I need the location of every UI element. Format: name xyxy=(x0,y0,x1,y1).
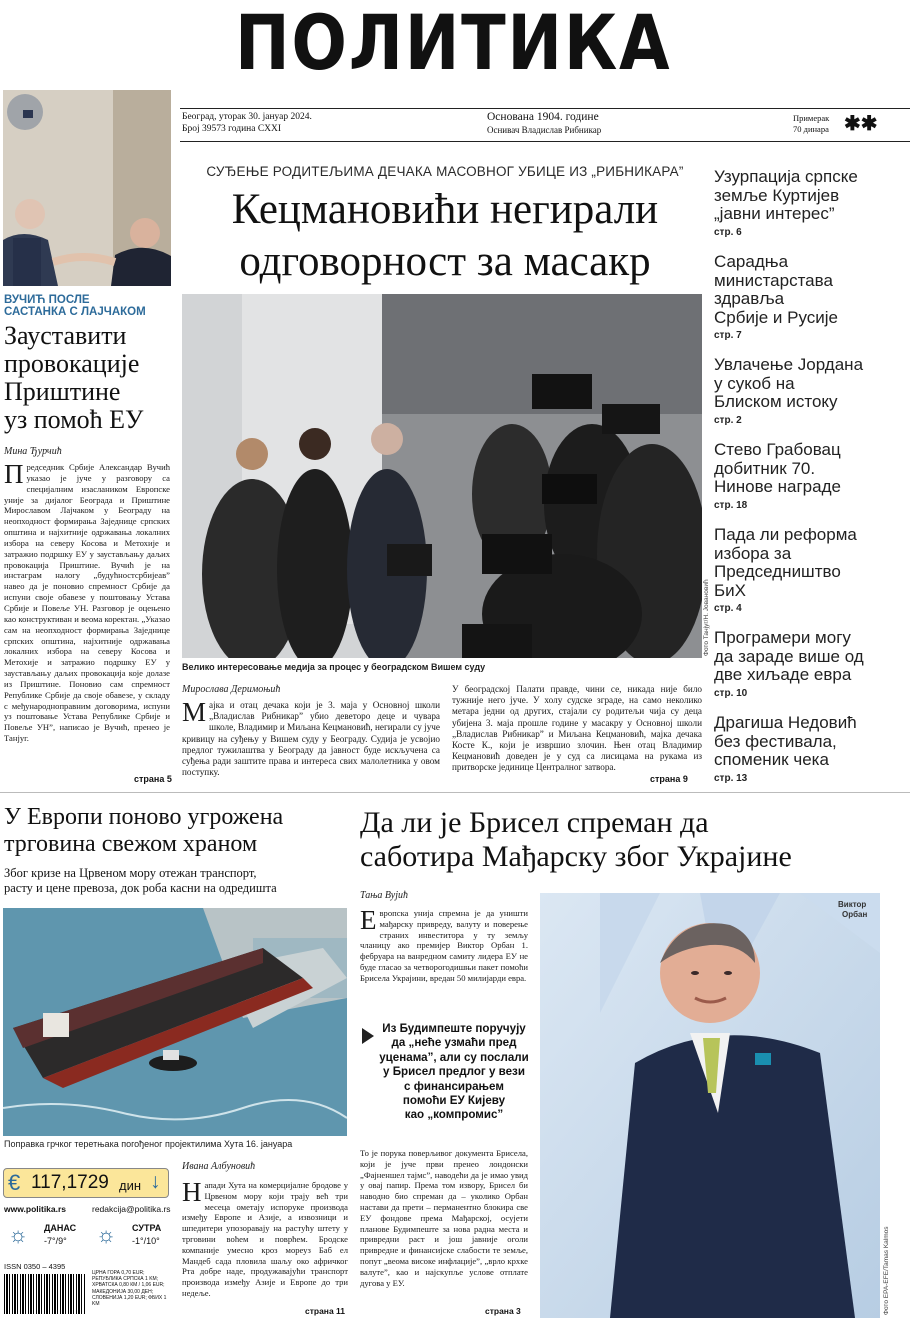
sidebar-item-title-2: земље Куртијев xyxy=(714,185,840,205)
europe-page-ref: страна 11 xyxy=(305,1306,346,1316)
lead-author: Мирослава Деримоњић xyxy=(182,684,281,695)
vucic-body-text: редседник Србије Александар Вучић указао је јуче у разговору са специјалним изаслаником Европске уније за дијалог Београда и Приштине Мирославом Лајчаком у Београду на неопходност формирања Заједнице српских општина и најхитније одржавања локалних избора на северу Косова и Метохије и затражио подршку ЕУ у заустављању даљих провокација Приштине. Вучић је на инстаграм налогу „будућностсрбијеав” навео да је поновио спремност Србије да испуни своје обавезе у поштовању Устава Србије и Повеље УН. Разговор је оцењено као конструктиван и веома коректан. „Указао сам на неопходност формирања Заједнице српских општина, најхитније одржавања локалних избора на северу Косова и Метохије и затражио подршку ЕУ у заустављању даљих провокација које долазе из Приштине. Поновио сам спремност Републике Србије да своје обавезе, у складу с међународноправним договорима, испуни уз поштовање Устава Републике Србије и Повеље УН”, написао је Вучић, пренео је Танјуг. xyxy=(4,462,170,744)
barcode xyxy=(4,1274,86,1314)
sidebar-item-title-3: здравља xyxy=(714,289,785,308)
header-copy-label: Примерак xyxy=(793,113,830,123)
sidebar-item-title-4: Србије и Русије xyxy=(714,307,839,327)
lead-column-2: У београдској Палати правде, чини се, никада није било тужније него јуче. У холу судске зграде, на само неколико метара једни од других, стајали су родитељи чија су деца убијена 3. маја прошле године у масакру у Основној школи „Владислав Рибникар” и Миљана Кецмановић, мајка дечака Косте К., који је извршио злочин. Њен отац Владимир Кецмановић доведен је у суд са лисицама на рукама из притворске јединице Централног затвора. xyxy=(452,684,702,773)
weather-tomorrow-label: СУТРА xyxy=(132,1223,162,1233)
foreign-prices: ЦРНА ГОРА 0,70 EUR; РЕПУБЛИКА СРПСКА 1 KM; ХРВАТСКА 0,80 КМ / 1,06 EUR; МАКЕДОНИЈА 30,00 ДЕН; СЛОВЕНИЈА 1,20 EUR; ФБИХ 1 KM xyxy=(92,1270,167,1308)
brussels-author: Тања Вујић xyxy=(360,890,409,901)
sidebar-item-title-1: Узурпација српске xyxy=(714,167,858,186)
brussels-headline-line1: Да ли је Брисел спреман да xyxy=(360,806,709,839)
vucic-author: Мина Ђурчић xyxy=(4,446,62,457)
pull-quote-line: с финансирањем xyxy=(404,1079,504,1093)
europe-author: Ивана Албуновић xyxy=(182,1161,256,1172)
europe-body xyxy=(182,1180,348,1312)
vucic-headline-line4: уз помоћ ЕУ xyxy=(4,405,144,434)
lead-dropcap: М xyxy=(182,700,207,727)
ship-photo-caption: Поправка грчког теретњака погођеног пројектилима Хута 16. јануара xyxy=(4,1139,293,1149)
weather-today-label: ДАНАС xyxy=(44,1223,77,1233)
courtroom-photo xyxy=(182,294,702,658)
issn-label: ISSN 0350 – 4395 xyxy=(4,1262,66,1271)
sidebar-item-title-2: без фестивала, xyxy=(714,731,837,751)
orban-illustration xyxy=(540,893,880,1318)
sidebar-item-title-2: да зараде више од xyxy=(714,646,864,666)
vucic-kicker-line1: ВУЧИЋ ПОСЛЕ xyxy=(4,294,90,306)
vucic-kicker-line2: САСТАНКА С ЛАЈЧАКОМ xyxy=(4,306,146,318)
sidebar-item-page: стр. 6 xyxy=(714,226,742,238)
website-link[interactable]: www.politika.rs xyxy=(4,1204,67,1214)
sidebar-item xyxy=(714,253,904,341)
brussels-headline-line2: саботира Мађарску због Украјине xyxy=(360,840,792,873)
europe-deck-line2: расту и цене превоза, док роба касни на одредишта xyxy=(4,881,277,895)
sidebar-item-title-4: БиХ xyxy=(714,580,746,600)
sidebar-item xyxy=(714,356,904,426)
europe-headline-line1: У Европи поново угрожена xyxy=(4,804,284,830)
sidebar-item xyxy=(714,441,904,511)
vucic-headline-line3: Приштине xyxy=(4,377,121,406)
pull-quote-text xyxy=(378,1022,530,1123)
sidebar-item-title-2: у сукоб на xyxy=(714,373,795,393)
header-date: Београд, уторак 30. јануар 2024. xyxy=(182,112,312,122)
pull-quote-line: као „компромис” xyxy=(404,1108,504,1122)
ship-illustration xyxy=(3,908,347,1136)
sidebar-item-title-1: Стево Грабовац xyxy=(714,440,841,459)
lead-headline-line1: Кецмановићи негирали xyxy=(231,186,659,233)
sidebar-item xyxy=(714,714,904,784)
europe-deck-line1: Због кризе на Црвеном мору отежан транспорт, xyxy=(4,866,257,880)
sidebar-item xyxy=(714,526,904,614)
europe-dropcap: Н xyxy=(182,1180,202,1207)
arrow-down-icon: ↓ xyxy=(150,1170,161,1193)
brussels-dropcap: Е xyxy=(360,908,377,935)
media-scrum-illustration xyxy=(182,294,702,658)
sidebar-item-title-1: Сарадња xyxy=(714,252,789,271)
courtroom-photo-credit: Фото Танјуг/Н. Јовановић xyxy=(703,579,710,656)
sidebar-item-title-1: Програмери могу xyxy=(714,628,851,647)
sun-icon: ☼ xyxy=(96,1222,117,1247)
masthead-title: ПОЛИТИКА xyxy=(235,0,672,87)
sun-icon: ☼ xyxy=(8,1222,29,1247)
orban-photo-label-line1: Виктор xyxy=(838,900,867,909)
lead-kicker: СУЂЕЊЕ РОДИТЕЉИМА ДЕЧАКА МАСОВНОГ УБИЦЕ ИЗ „РИБНИКАРА” xyxy=(206,164,684,179)
sidebar-item-page: стр. 13 xyxy=(714,772,748,784)
sidebar-item-title-1: Пада ли реформа xyxy=(714,525,857,544)
arrow-right-icon xyxy=(362,1028,374,1044)
vucic-lajcak-photo xyxy=(3,90,171,286)
sidebar-item-title-3: споменик чека xyxy=(714,750,829,769)
pull-quote-line: у Брисел предлог у вези xyxy=(383,1065,525,1079)
euro-rate-unit: дин xyxy=(119,1178,142,1193)
pull-quote-line: Из Будимпеште поручују xyxy=(382,1022,526,1035)
orban-photo xyxy=(540,893,880,1318)
vucic-dropcap: П xyxy=(4,462,24,489)
orban-photo-label-line2: Орбан xyxy=(842,910,868,919)
sidebar-item-title-3: две хиљаде евра xyxy=(714,665,852,684)
pull-quote-line: уценама”, али су послали xyxy=(379,1050,529,1064)
vucic-headline-line1: Зауставити xyxy=(4,321,127,350)
sidebar-item-title-2: избора за xyxy=(714,543,792,563)
brussels-lead xyxy=(360,908,528,1012)
sidebar-item-page: стр. 4 xyxy=(714,603,742,614)
vucic-page-ref: страна 5 xyxy=(134,774,172,784)
pull-quote-line: помоћи ЕУ Кијеву xyxy=(402,1094,506,1108)
europe-headline-line2: трговина свежом храном xyxy=(4,831,258,857)
sidebar-item-title-1: Драгиша Недовић xyxy=(714,713,857,732)
courtroom-photo-caption: Велико интересовање медија за процес у београдском Вишем суду xyxy=(182,662,486,672)
orban-photo-credit: Фото EPA-EFE/Tamas Kalmos xyxy=(883,1226,890,1315)
header-top-rule xyxy=(180,108,910,109)
euro-rate-box xyxy=(3,1168,169,1198)
vucic-headline-line2: провокације xyxy=(4,349,140,378)
pull-quote-line: да „неће узмаћи пред xyxy=(391,1036,517,1050)
weather-today-temp: -7°/9° xyxy=(44,1236,67,1246)
header-copy-price: 70 динара xyxy=(793,124,829,134)
sidebar-item-page: стр. 7 xyxy=(714,330,742,341)
header-bottom-rule xyxy=(180,141,910,142)
sidebar-item-page: стр. 2 xyxy=(714,414,742,426)
vucic-body xyxy=(4,462,170,772)
header-issue: Број 39573 година CXXI xyxy=(182,124,282,134)
sidebar-item-title-1: Увлачење Јордана xyxy=(714,355,864,374)
euro-icon: € xyxy=(8,1170,21,1195)
section-divider xyxy=(0,792,910,793)
header-stars: ✱✱ xyxy=(844,113,878,135)
email-link[interactable]: redakcija@politika.rs xyxy=(92,1204,171,1214)
sidebar-item xyxy=(714,168,904,238)
lead-column-1 xyxy=(182,700,440,786)
sidebar-item-title-2: министарстава xyxy=(714,270,833,290)
sidebar-item-page: стр. 18 xyxy=(714,499,748,511)
weather-today xyxy=(4,1220,82,1252)
header-founded: Основана 1904. године xyxy=(487,111,599,123)
sidebar-item-title-3: Председништво xyxy=(714,562,841,581)
brussels-body: То је порука поверљивог документа Брисела, који је јуче први пренео лондонски „Фајненшел тајмс”, наводећи да је имао увид у овај папир. Према том извору, Брисел би наводно био спреман да – уколико Орбан настави да прети – перманентно блокира све ЕУ фондове према Мађарској, осујети планове Будимпеште за нова радна места и привредни раст и још јавније оголи привредне и финансијске слабости те земље, попут „веома високе инфлације”, „врло крхке валуте”, као и најскупље услове отплате дугова у ЕУ. xyxy=(360,1148,528,1288)
sidebar-item-title-3: Нинове награде xyxy=(714,477,841,496)
ship-photo xyxy=(3,908,347,1136)
weather-tomorrow xyxy=(92,1220,170,1252)
lead-headline-line2: одговорност за масакр xyxy=(239,238,651,285)
pull-quote xyxy=(360,1022,530,1124)
sidebar-item-title-2: добитник 70. xyxy=(714,458,816,478)
handshake-illustration xyxy=(3,90,171,286)
lead-page-ref: страна 9 xyxy=(650,774,688,784)
sidebar-item-title-3: Блиском истоку xyxy=(714,392,838,411)
sidebar-item xyxy=(714,629,904,699)
sidebar-item-page: стр. 10 xyxy=(714,687,748,699)
weather-tomorrow-temp: -1°/10° xyxy=(132,1236,160,1246)
euro-rate-value: 117,1729 xyxy=(31,1172,109,1193)
brussels-page-ref: страна 3 xyxy=(485,1306,521,1316)
header-founder: Оснивач Владислав Рибникар xyxy=(487,125,602,135)
lead-column-1-text: ајка и отац дечака који је 3. маја у Основној школи „Владислав Рибникар” убио деветоро деце и чувара школе, Владимир и Миљана Кецмановић, негирали су јуче кривицу на суђењу у Вишем суду у Београду. Судија је усвојио предлог тужилаштва у Београду да јавност буде искључена са суђења ради заштите права и интереса свих малолетника у овом поступку. xyxy=(182,700,440,778)
sidebar-item-title-3: „јавни интерес” xyxy=(714,204,835,223)
brussels-lead-text: вропска унија спремна је да уништи мађарску привреду, валуту и поверење страних инвеститора у ту земљу чланицу ако премијер Виктор Орбан 1. фебруара на ванредном самиту лидера ЕУ не буде гласао за четворогодишњи пакет помоћи Брисела Украјини, вредан 50 милијарди евра. xyxy=(360,908,528,983)
europe-body-text: апади Хута на комерцијалне бродове у Црвеном мору који трају већ три месеца ометају испоруке производа између Европе и Азије, а извозници и шпедитери упозоравају на растућу штету у трговини воћем и поврћем. Бродске компаније умесно кроз мореуз Баб ел Мандеб сада пловила шаљу око афричког Рта добре наде, продужавајући транспорт производа између Азије и Европе до три недеље. xyxy=(182,1180,348,1298)
